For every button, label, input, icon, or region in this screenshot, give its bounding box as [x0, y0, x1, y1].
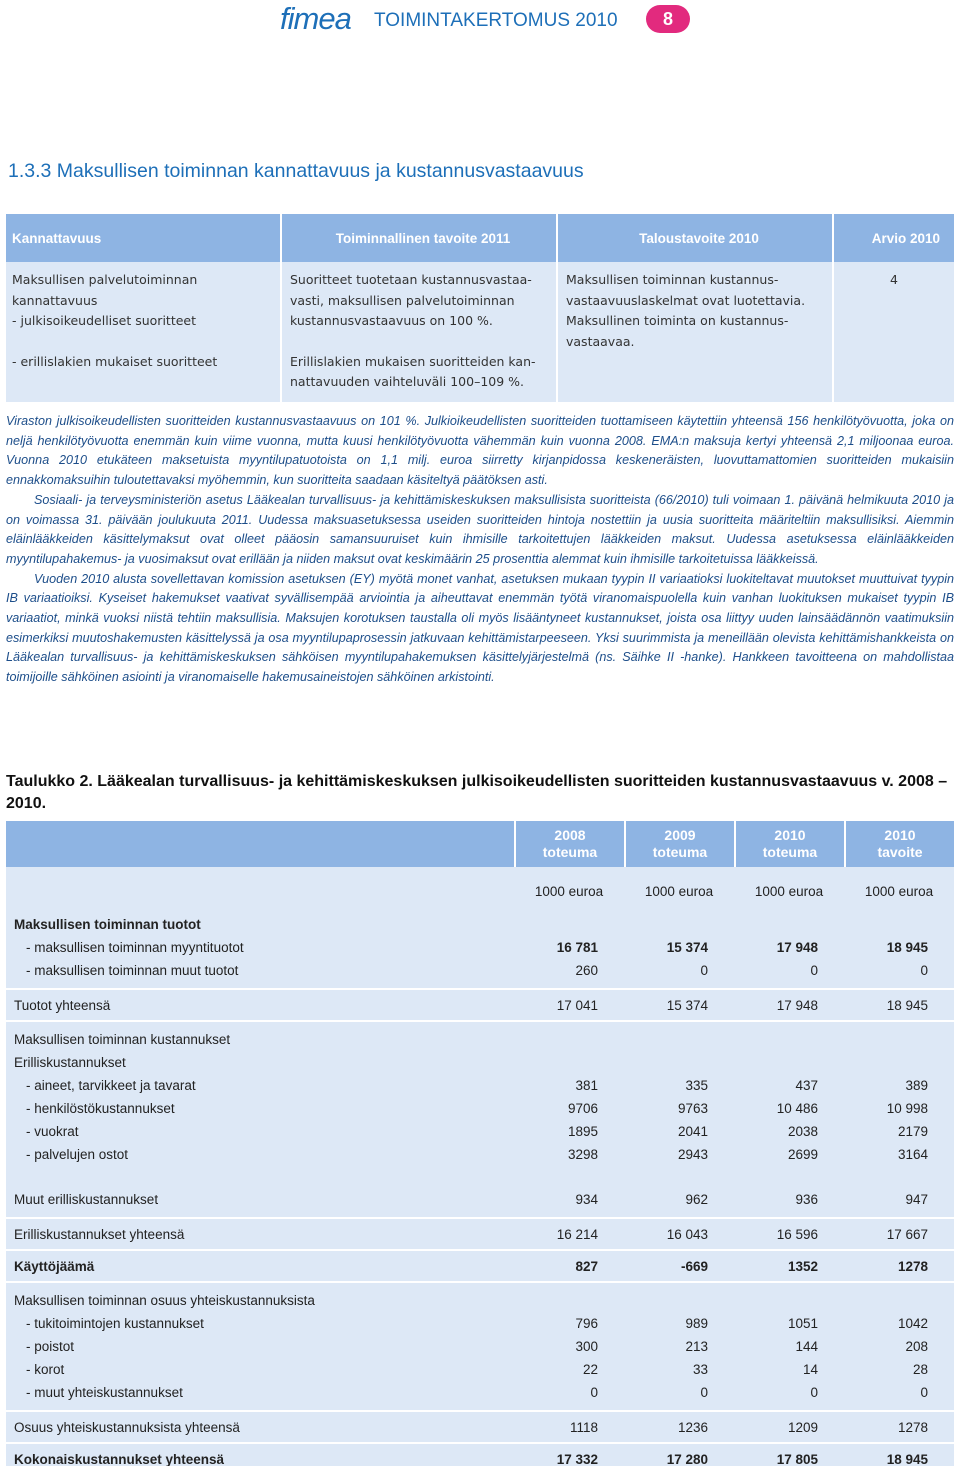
section-title-text: Maksullisen toiminnan kannattavuus ja kustannusvastaavuus — [56, 160, 584, 182]
table-row: Käyttöjäämä 827 -669 1352 1278 — [14, 1258, 928, 1274]
table-row: - muut yhteiskustannukset 0 0 0 0 — [26, 1385, 928, 1400]
goal-text: Maksullisen palvelutoiminnan — [12, 272, 198, 287]
table-row: - henkilöstökustannukset 9706 9763 10 486 10 998 — [26, 1101, 928, 1116]
table-caption: Taulukko 2. Lääkealan turvallisuus- ja kehittämiskeskuksen julkisoikeudellisten suoritteiden kustannusvastaavuus v. 2008 – 2010. — [6, 773, 948, 812]
table-row: Osuus yhteiskustannuksista yhteensä 1118 1236 1209 1278 — [14, 1419, 928, 1435]
table-row: Muut erilliskustannukset 934 962 936 947 — [14, 1192, 928, 1207]
table-row: - maksullisen toiminnan myyntituotot 16 781 15 374 17 948 18 945 — [26, 940, 928, 955]
paragraph: Viraston julkisoikeudellisten suoritteiden kustannusvastaavuus on 101 %. Julkioikeudellisten suoritteiden tuottamiseen käytettiin yhteensä 156 henkilötyövuotta, joka on neljä henkilötyövuotta enemmän kuin viime vuonna, mutta kuusi henkilötyövuotta vähemmän kuin vuonna 2008. EMA:n maksuja kertyi yhteensä 2,1 miljoonaa euroa. Vuonna 2010 etukäteen maksetuista myyntilupatuotoista on 1,1 milj. euroa siirretty kirjanpidossa keskeneräisten, luovuttamattomien suoritteiden mukaisiin ennakkomaksuihin tuloutettavaksi myöhemmin, kun suoritteita saadaan käsiteltyä päätöksen asti. — [6, 414, 954, 488]
unit-label: 1000 euroa — [754, 884, 824, 899]
section-number: 1.3.3 — [8, 160, 52, 182]
column-header: 2009 toteuma — [624, 821, 734, 867]
table-row: - korot 22 33 14 28 — [26, 1362, 928, 1377]
paragraph: Sosiaali- ja terveysministeriön asetus Lääkealan turvallisuus- ja kehittämiskeskuksen maksullisista suoritteista (66/2010) tuli voimaan 1. päivänä helmikuuta 2010 ja on voimassa 31. päivään joulukuuta 2011. Uudessa maksuasetuksessa useiden suoritteiden hintoja nostettiin ja uusia suoritteita määriteltiin maksullisiksi. Aiemmin eläinlääkkeiden käsittelymaksut ovat olleet pääosin samansuuruiset kuin ihmisille tarkoitettujen lääkkeiden maksut. Uudessa asetuksessa eläinlääkkeiden myyntilupahakemus- ja vuosimaksut ovat erillään ja niiden maksut ovat keskimäärin 25 prosenttia alemmat kuin ihmisille tarkoitetuissa lääkkeissä. — [6, 492, 954, 566]
goal-text: vastaavaa. — [566, 333, 635, 349]
page-number-badge: 8 — [646, 5, 690, 33]
unit-row — [6, 867, 954, 901]
table-row: Maksullisen toiminnan kustannukset — [14, 1032, 231, 1047]
table-row: - palvelujen ostot 3298 2943 2699 3164 — [26, 1147, 928, 1162]
column-header: 2010 toteuma — [734, 821, 844, 867]
goal-header-cell: Arvio 2010 — [871, 230, 940, 246]
table-row: Erilliskustannukset yhteensä 16 214 16 043 16 596 17 667 — [14, 1226, 928, 1242]
goal-table — [6, 214, 954, 402]
goal-cell-taloustavoite — [558, 262, 834, 402]
table-row: - aineet, tarvikkeet ja tavarat 381 335 437 389 — [26, 1078, 928, 1093]
page-header — [0, 0, 960, 40]
goal-text: kannattavuus — [12, 292, 98, 308]
table-row: Erilliskustannukset — [14, 1055, 126, 1070]
report-title: TOIMINTAKERTOMUS 2010 — [374, 10, 618, 31]
table-row: Maksullisen toiminnan osuus yhteiskustannuksista — [14, 1293, 315, 1308]
goal-text: nattavuuden vaihteluväli 100–109 %. — [290, 374, 525, 389]
goal-cell-tavoite — [282, 262, 558, 402]
goal-table-body — [6, 262, 954, 402]
goal-header-cell: Kannattavuus — [6, 214, 282, 262]
table-row: Kokonaiskustannukset yhteensä 17 332 17 280 17 805 18 945 — [14, 1451, 928, 1466]
body-text — [6, 412, 954, 688]
goal-text: - erillislakien mukaiset suoritteet — [12, 353, 218, 369]
goal-text: kustannusvastaavuus on 100 %. — [290, 313, 493, 328]
goal-text: - julkisoikeudelliset suoritteet — [12, 313, 197, 328]
table-row: - poistot 300 213 144 208 — [26, 1339, 928, 1354]
goal-text: vastaavuuslaskelmat ovat luotettavia. — [566, 292, 806, 308]
table-row: Maksullisen toiminnan tuotot — [14, 917, 201, 932]
section-title — [8, 160, 584, 183]
goal-text: Erillislakien mukaisen suoritteiden kan- — [290, 353, 536, 369]
goal-text: Maksullisen toiminnan kustannus- — [566, 272, 779, 287]
table-row: - vuokrat 1895 2041 2038 2179 — [26, 1124, 928, 1139]
goal-text: vasti, maksullisen palvelutoiminnan — [290, 292, 515, 308]
goal-header-cell: Taloustavoite 2010 — [558, 214, 834, 262]
table-row: - tukitoimintojen kustannukset 796 989 1051 1042 — [26, 1316, 928, 1331]
unit-label: 1000 euroa — [644, 884, 714, 899]
goal-header-cell: Toiminnallinen tavoite 2011 — [282, 214, 558, 262]
goal-table-header — [6, 214, 954, 262]
paragraph: Vuoden 2010 alusta sovellettavan komission asetuksen (EY) myötä monet vanhat, asetuksen mukaan tyypin II variaatioksi luokiteltavat muutokset muuttuivat tyypin IB variaatioiksi. Kyseiset hakemukset vaativat syvällisempää arviointia ja aiheuttavat enemmän työtä viranomaispuolella kuin vanhan luokituksen mukaiset tyypin IB variaatiot, minkä vuoksi niistä tehtiin maksullisia. Maksujen korotuksen taustalla oli myös lisääntyneet kustannukset, joista osa liittyy uuden lainsäädännön vaatimuksiin esimerkiksi muutoshakemusten käsittelyssä ja osa myyntilupaprosessin jatkuvaan kehittämistarpeeseen. Yksi suurimmista ja meneillään olevista kehittämishankkeista on Lääkealan turvallisuus- ja kehittämiskeskuksen sähköisen myyntilupahakemuksen käsittelyjärjestelmä (ns. Säihke II -hanke). Hankkeen tavoitteena on mahdollistaa toimijoille sähköinen asiointi ja viranomaiselle hakemusaineistojen sähköinen arkistointi. — [6, 571, 954, 685]
cost-table-header — [6, 821, 954, 867]
goal-text: Suoritteet tuotetaan kustannusvastaa- — [290, 272, 532, 287]
table-row: - maksullisen toiminnan muut tuotot 260 0 0 0 — [26, 963, 928, 978]
cost-table-body — [6, 867, 954, 1466]
goal-text: Maksullinen toiminta on kustannus- — [566, 313, 789, 328]
unit-label: 1000 euroa — [864, 884, 934, 899]
goal-cell-arvio: 4 — [890, 272, 898, 287]
column-header: 2008 toteuma — [514, 821, 624, 867]
unit-label: 1000 euroa — [534, 884, 604, 899]
table-row: Tuotot yhteensä 17 041 15 374 17 948 18 945 — [14, 997, 928, 1013]
fimea-logo: fimea — [280, 1, 351, 36]
cost-table — [6, 821, 954, 1466]
goal-cell-kannattavuus — [6, 262, 282, 402]
column-header: 2010 tavoite — [844, 821, 954, 867]
